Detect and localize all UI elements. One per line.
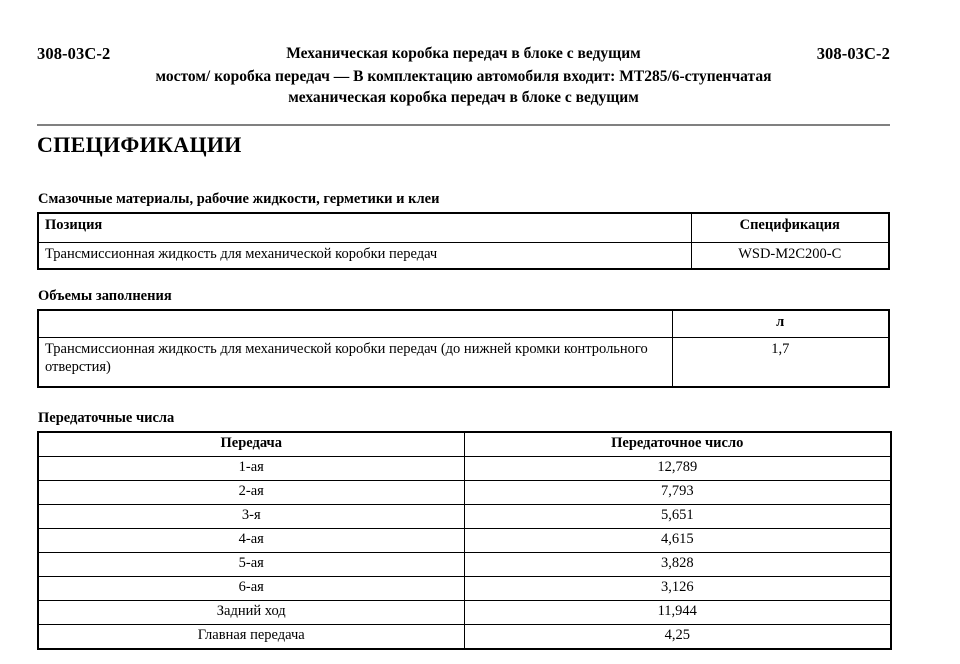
table-header-row (38, 213, 889, 243)
ratios-cell-value: 3,126 (464, 577, 891, 601)
ratios-cell-gear: 5-ая (38, 553, 464, 577)
table-row (38, 338, 889, 388)
table-header-row (38, 310, 889, 338)
capacities-table (37, 309, 890, 388)
page-title: СПЕЦИФИКАЦИИ (37, 132, 242, 157)
ratios-cell-value: 3,828 (464, 553, 891, 577)
ratios-cell-gear: 4-ая (38, 529, 464, 553)
section-lubricants (37, 190, 890, 270)
table-row (38, 625, 891, 650)
ratios-cell-value: 5,651 (464, 505, 891, 529)
ratios-cell-gear: Задний ход (38, 601, 464, 625)
capacities-header-unit: л (672, 310, 889, 338)
table-row (38, 481, 891, 505)
ratios-cell-gear: 1-ая (38, 457, 464, 481)
table-row (38, 505, 891, 529)
header-title-line-3: механическая коробка передач в блоке с ведущим (288, 89, 639, 106)
ratios-header-ratio: Передаточное число (464, 432, 891, 457)
lubricants-header-spec: Спецификация (691, 213, 889, 243)
capacities-header-blank (38, 310, 672, 338)
ratios-cell-value: 12,789 (464, 457, 891, 481)
table-row (38, 243, 889, 269)
section-capacities (37, 287, 890, 388)
table-row (38, 457, 891, 481)
header-first-line (37, 42, 890, 66)
capacities-cell-item: Трансмиссионная жидкость для механической коробки передач (до нижней кромки контрольного отверстия) (38, 338, 672, 388)
header-code-left: 308-03C-2 (37, 44, 111, 63)
lubricants-cell-spec: WSD-M2C200-C (691, 243, 889, 269)
ratios-cell-value: 4,25 (464, 625, 891, 650)
gear-ratios-body (38, 457, 891, 650)
section-gear-ratios (37, 409, 890, 650)
table-header-row (38, 432, 891, 457)
header-title-line-2: мостом/ коробка передач — В комплектацию автомобиля входит: МТ285/6-ступенчатая (155, 68, 772, 85)
gear-ratios-table (37, 431, 892, 650)
ratios-cell-value: 4,615 (464, 529, 891, 553)
ratios-cell-value: 7,793 (464, 481, 891, 505)
ratios-cell-gear: 3-я (38, 505, 464, 529)
header-divider-rule (37, 124, 890, 126)
table-row (38, 553, 891, 577)
ratios-header-gear: Передача (38, 432, 464, 457)
section-gear-ratios-caption: Передаточные числа (38, 410, 175, 426)
lubricants-cell-item: Трансмиссионная жидкость для механической коробки передач (38, 243, 691, 269)
lubricants-header-item: Позиция (38, 213, 691, 243)
table-row (38, 577, 891, 601)
lubricants-table (37, 212, 890, 270)
header-code-right: 308-03C-2 (816, 44, 890, 63)
section-lubricants-caption: Смазочные материалы, рабочие жидкости, герметики и клеи (38, 191, 440, 207)
ratios-cell-gear: 6-ая (38, 577, 464, 601)
table-row (38, 529, 891, 553)
section-capacities-caption: Объемы заполнения (38, 288, 172, 304)
ratios-cell-value: 11,944 (464, 601, 891, 625)
table-row (38, 601, 891, 625)
ratios-cell-gear: Главная передача (38, 625, 464, 650)
ratios-cell-gear: 2-ая (38, 481, 464, 505)
document-header (37, 42, 890, 108)
capacities-cell-value: 1,7 (672, 338, 889, 388)
header-title-line-1: Механическая коробка передач в блоке с ведущим (286, 45, 641, 62)
